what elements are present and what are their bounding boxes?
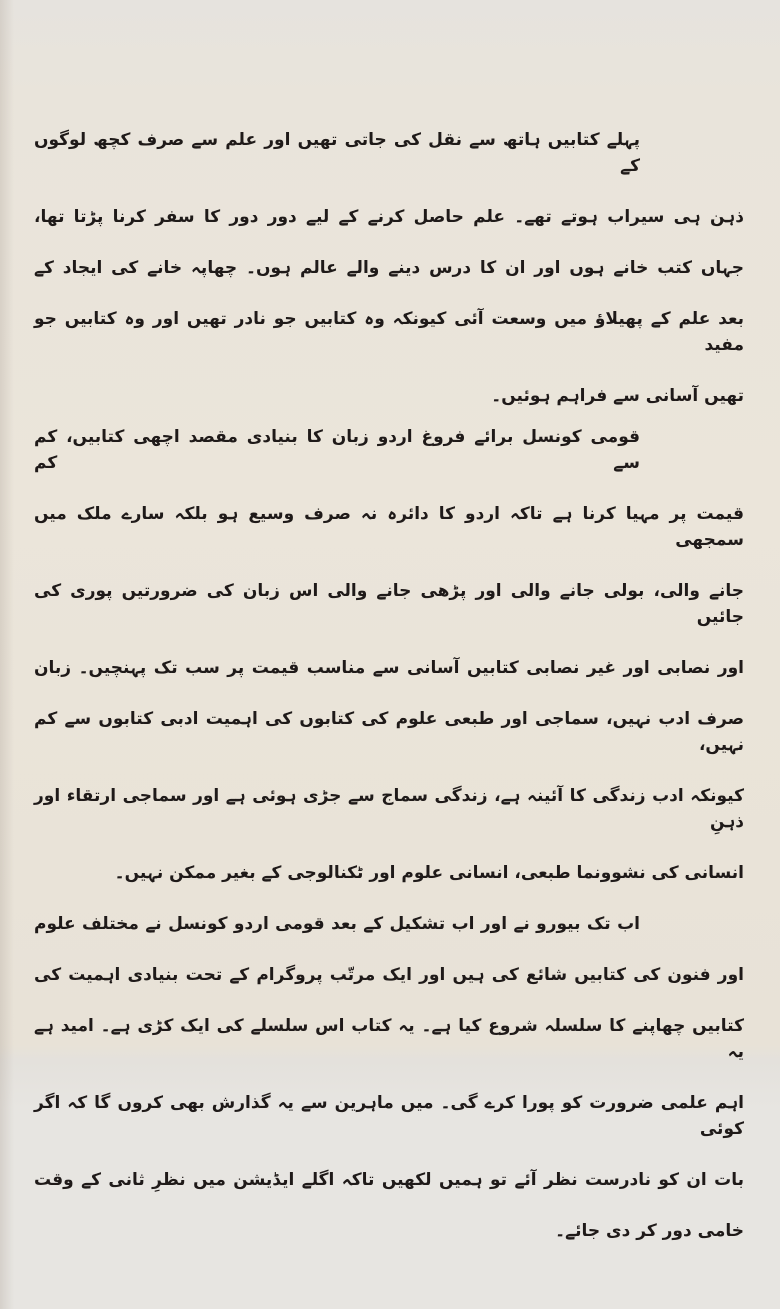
paragraph-2-line-3: جانے والی، بولی جانے والی اور پڑھی جانے والی اس زبان کی ضرورتیں پوری کی جائیں bbox=[34, 581, 744, 627]
paragraph-3-line-5: بات ان کو نادرست نظر آئے تو ہمیں لکھیں تاکہ اگلے ایڈیشن میں نظرِ ثانی کے وقت bbox=[34, 1170, 744, 1190]
paragraph-1 bbox=[34, 127, 744, 409]
paragraph-1-line-2: ذہن ہی سیراب ہوتے تھے۔ علم حاصل کرنے کے لیے دور دور کا سفر کرنا پڑتا تھا، bbox=[34, 207, 744, 227]
paragraph-2 bbox=[34, 424, 744, 886]
paragraph-3-line-4: اہم علمی ضرورت کو پورا کرے گی۔ میں ماہرین سے یہ گذارش بھی کروں گا کہ اگر کوئی bbox=[34, 1093, 744, 1139]
page-edge-shadow bbox=[0, 0, 14, 1309]
paragraph-3-line-2: اور فنون کی کتابیں شائع کی ہیں اور ایک مرتّب پروگرام کے تحت بنیادی اہمیت کی bbox=[34, 965, 744, 985]
paragraph-1-line-4: بعد علم کے پھیلاؤ میں وسعت آئی کیونکہ وہ کتابیں جو نادر تھیں اور وہ کتابیں جو مفید bbox=[34, 309, 744, 355]
paragraph-2-line-1: قومی کونسل برائے فروغ اردو زبان کا بنیادی مقصد اچھی کتابیں، کم سے کم bbox=[34, 427, 640, 473]
paragraph-3 bbox=[34, 911, 744, 1244]
paragraph-1-line-1: پہلے کتابیں ہاتھ سے نقل کی جاتی تھیں اور علم سے صرف کچھ لوگوں کے bbox=[34, 130, 640, 176]
paragraph-2-line-6: کیونکہ ادب زندگی کا آئینہ ہے، زندگی سماج سے جڑی ہوئی ہے اور سماجی ارتقاء اور ذہنِ bbox=[34, 786, 744, 832]
paragraph-1-line-5: تھیں آسانی سے فراہم ہوئیں۔ bbox=[491, 386, 744, 406]
paragraph-2-line-7: انسانی کی نشوونما طبعی، انسانی علوم اور ٹکنالوجی کے بغیر ممکن نہیں۔ bbox=[114, 863, 744, 883]
paragraph-3-line-1: اب تک بیورو نے اور اب تشکیل کے بعد قومی اردو کونسل نے مختلف علوم bbox=[34, 914, 640, 934]
paragraph-3-line-6: خامی دور کر دی جائے۔ bbox=[555, 1221, 744, 1241]
paragraph-1-line-3: جہاں کتب خانے ہوں اور ان کا درس دینے والے عالم ہوں۔ چھاپہ خانے کی ایجاد کے bbox=[34, 258, 744, 278]
paragraph-2-line-4: اور نصابی اور غیر نصابی کتابیں آسانی سے مناسب قیمت پر سب تک پہنچیں۔ زبان bbox=[34, 658, 744, 678]
paragraph-2-line-2: قیمت پر مہیا کرنا ہے تاکہ اردو کا دائرہ نہ صرف وسیع ہو بلکہ سارے ملک میں سمجھی bbox=[34, 504, 744, 550]
paragraph-2-line-5: صرف ادب نہیں، سماجی اور طبعی علوم کی کتابوں کی اہمیت ادبی کتابوں سے کم نہیں، bbox=[34, 709, 744, 755]
paragraph-3-line-3: کتابیں چھاپنے کا سلسلہ شروع کیا ہے۔ یہ کتاب اس سلسلے کی ایک کڑی ہے۔ امید ہے یہ bbox=[34, 1016, 744, 1062]
